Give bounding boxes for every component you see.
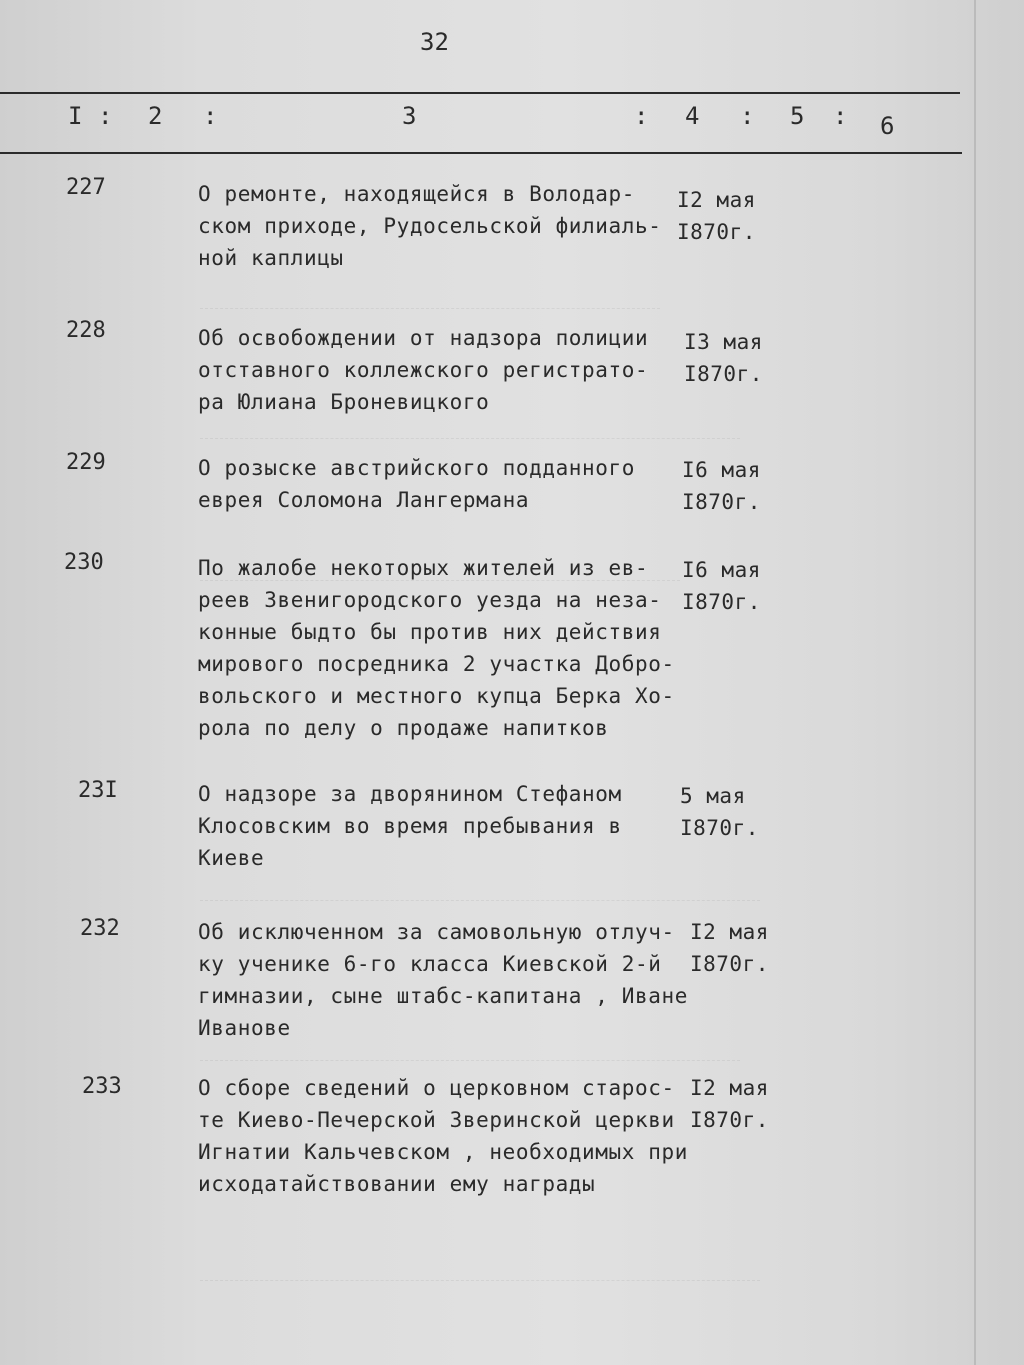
header-bottom-rule xyxy=(0,152,962,154)
entry-number: 227 xyxy=(66,175,106,200)
entry-line: ной каплицы xyxy=(198,246,344,270)
entry-number: 228 xyxy=(66,318,106,343)
entry-date-day: I6 мая xyxy=(682,458,761,482)
entry-number: 230 xyxy=(64,550,104,575)
entry-date-day: I2 мая xyxy=(690,1076,769,1100)
column-separator: : xyxy=(634,102,649,130)
entry-line: О сборе сведений о церковном старос- xyxy=(198,1076,675,1100)
entry-line: еврея Соломона Лангермана xyxy=(198,488,530,512)
entry-date-year: I870г. xyxy=(690,952,769,976)
entry-description xyxy=(198,778,688,874)
entry-line: Киеве xyxy=(198,846,265,870)
column-header-2: 2 xyxy=(148,102,163,130)
entry-line: исходатайствовании ему награды xyxy=(198,1172,596,1196)
entry-line: реев Звенигородского уезда на неза- xyxy=(198,588,662,612)
entry-line: отставного коллежского регистрато- xyxy=(198,358,649,382)
entry-line: ку ученике 6-го класса Киевской 2-й xyxy=(198,952,662,976)
entry-number: 229 xyxy=(66,450,106,475)
entry-line: Игнатии Кальчевском , необходимых при xyxy=(198,1140,688,1164)
entry-date-day: I2 мая xyxy=(677,188,756,212)
entry-line: мирового посредника 2 участка Добро- xyxy=(198,652,675,676)
entry-date xyxy=(682,554,761,618)
entry-line: ском приходе, Рудосельской филиаль- xyxy=(198,214,662,238)
entry-date xyxy=(677,184,756,248)
entry-description xyxy=(198,916,688,1044)
entry-description xyxy=(198,322,688,418)
column-separator: : xyxy=(740,102,755,130)
entry-line: Об исключенном за самовольную отлуч- xyxy=(198,920,675,944)
column-header-6: 6 xyxy=(880,112,895,140)
entry-line: ра Юлиана Броневицкого xyxy=(198,390,490,414)
entry-date-year: I870г. xyxy=(690,1108,769,1132)
entry-date xyxy=(682,454,761,518)
entry-date-year: I870г. xyxy=(684,362,763,386)
column-separator: : xyxy=(98,102,113,130)
entry-date-day: I2 мая xyxy=(690,920,769,944)
entry-date xyxy=(690,916,769,980)
entry-number: 232 xyxy=(80,916,120,941)
entry-line: Иванове xyxy=(198,1016,291,1040)
page-edge-shadow xyxy=(974,0,976,1365)
entry-description xyxy=(198,452,688,516)
entry-line: гимназии, сыне штабс-капитана , Иване xyxy=(198,984,688,1008)
entry-line: О розыске австрийского подданного xyxy=(198,456,636,480)
entry-line: Клосовским во время пребывания в xyxy=(198,814,622,838)
entry-description xyxy=(198,178,688,274)
entry-number: 23I xyxy=(78,778,118,803)
entry-number: 233 xyxy=(82,1074,122,1099)
column-separator: : xyxy=(203,102,218,130)
entry-line: те Киево-Печерской Зверинской церкви xyxy=(198,1108,675,1132)
column-header-3: 3 xyxy=(402,102,417,130)
entry-line: Об освобождении от надзора полиции xyxy=(198,326,649,350)
entry-date-year: I870г. xyxy=(680,816,759,840)
entry-line: вольского и местного купца Берка Хо- xyxy=(198,684,675,708)
entry-date-day: 5 мая xyxy=(680,784,746,808)
entry-line: О надзоре за дворянином Стефаном xyxy=(198,782,622,806)
entry-date-day: I6 мая xyxy=(682,558,761,582)
entry-date xyxy=(680,780,759,844)
column-header-5: 5 xyxy=(790,102,805,130)
entry-line: рола по делу о продаже напитков xyxy=(198,716,609,740)
entry-line: конные быдто бы против них действия xyxy=(198,620,662,644)
entry-date-day: I3 мая xyxy=(684,330,763,354)
column-separator: : xyxy=(833,102,848,130)
entry-date-year: I870г. xyxy=(677,220,756,244)
header-top-rule xyxy=(0,92,960,94)
bleed-through-decoration xyxy=(200,1200,760,1281)
entry-date xyxy=(684,326,763,390)
entry-date-year: I870г. xyxy=(682,490,761,514)
entry-date xyxy=(690,1072,769,1136)
column-header-4: 4 xyxy=(685,102,700,130)
column-header-1: I xyxy=(68,102,83,130)
entry-description xyxy=(198,552,688,744)
entry-line: О ремонте, находящейся в Володар- xyxy=(198,182,636,206)
entry-date-year: I870г. xyxy=(682,590,761,614)
page-number: 32 xyxy=(420,28,449,56)
entry-description xyxy=(198,1072,688,1200)
entry-line: По жалобе некоторых жителей из ев- xyxy=(198,556,649,580)
